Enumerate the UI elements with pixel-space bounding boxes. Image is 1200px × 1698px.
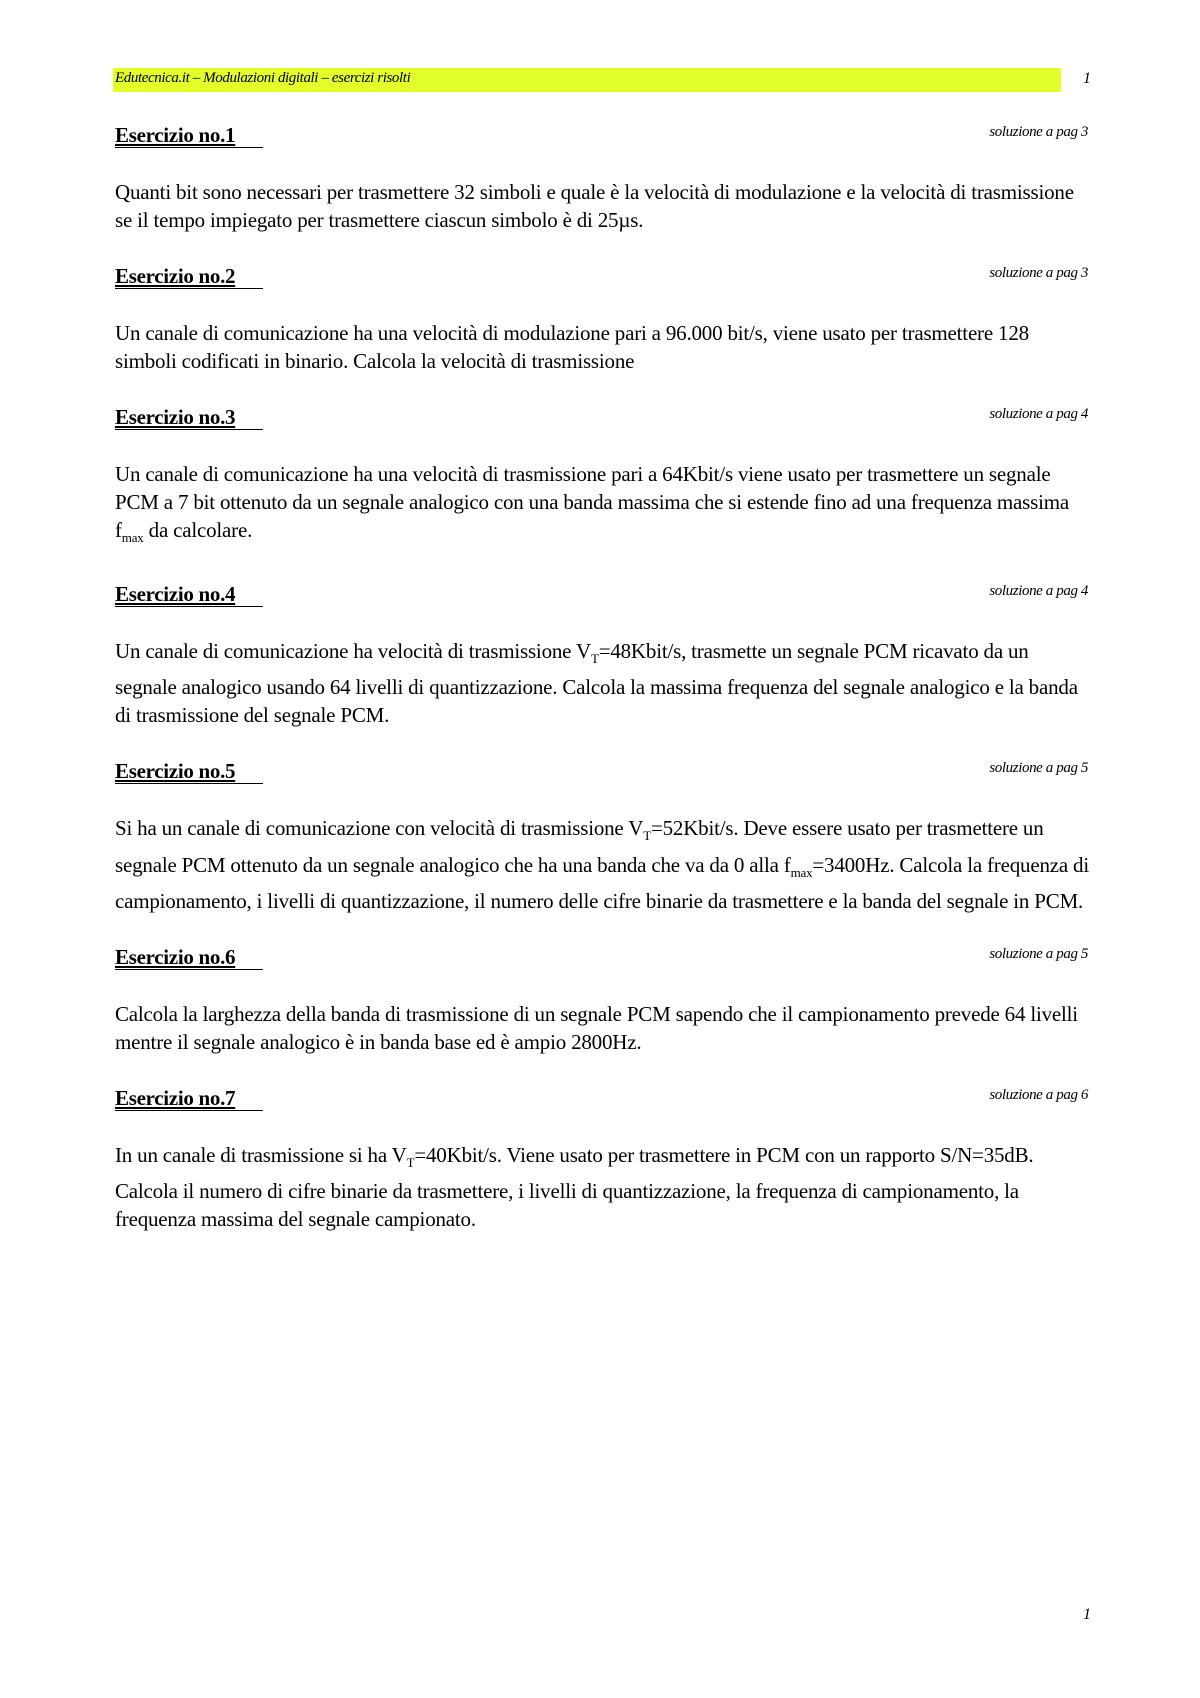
exercise-title: Esercizio no.2: [115, 264, 263, 289]
header-page-number: 1: [1083, 70, 1091, 87]
exercise-text: Un canale di comunicazione ha velocità di trasmissione $V_T=48Kbit/s$, trasmette un segnale PCM ricavato da un segnale analogico usando 64 livelli di quantizzazione. Calcola la massima frequenza del segnale analogico e la banda di trasmissione del segnale PCM.: [115, 639, 1078, 728]
solution-reference: soluzione a pag 3: [989, 124, 1088, 140]
exercise-1: [115, 123, 1090, 234]
exercise-5: [115, 759, 1090, 914]
solution-reference: soluzione a pag 4: [989, 583, 1088, 600]
solution-reference: soluzione a pag 4: [989, 406, 1088, 422]
exercise-3: [115, 405, 1090, 552]
exercise-title: Esercizio no.7: [115, 1086, 263, 1111]
exercise-title: Esercizio no.3: [115, 405, 263, 430]
exercise-4: [115, 582, 1090, 729]
solution-reference: soluzione a pag 3: [989, 265, 1088, 281]
exercise-2: [115, 264, 1090, 375]
exercise-text: Un canale di comunicazione ha una velocità di modulazione pari a 96.000 bit/s, viene usato per trasmettere 128 simboli codificati in binario. Calcola la velocità di trasmissione: [115, 321, 1029, 373]
exercise-title: Esercizio no.1: [115, 123, 263, 148]
footer-page-number: 1: [1083, 1606, 1091, 1623]
exercise-title: Esercizio no.4: [115, 582, 263, 607]
exercise-text: Un canale di comunicazione ha una velocità di trasmissione pari a 64Kbit/s viene usato per trasmettere un segnale PCM a 7 bit ottenuto da un segnale analogico con una banda massima che si estende fino ad una frequenza massima $f_{max}$ da calcolare.: [115, 462, 1070, 546]
exercise-list: [115, 123, 1090, 1233]
page-header: [113, 68, 1061, 92]
exercise-7: [115, 1086, 1090, 1233]
exercise-text: Calcola la larghezza della banda di trasmissione di un segnale PCM sapendo che il campionamento prevede 64 livelli mentre il segnale analogico è in banda base ed è ampio 2800Hz.: [115, 1001, 1078, 1054]
exercise-title: Esercizio no.5: [115, 759, 263, 784]
exercise-title: Esercizio no.6: [115, 945, 263, 970]
exercise-text: Quanti bit sono necessari per trasmettere 32 simboli e quale è la velocità di modulazione e la velocità di trasmissione se il tempo impiegato per trasmettere ciascun simbolo è di 25µs.: [115, 180, 1074, 232]
solution-reference: soluzione a pag 6: [989, 1086, 1088, 1103]
solution-reference: soluzione a pag 5: [989, 945, 1088, 962]
exercise-text: Si ha un canale di comunicazione con velocità di trasmissione $V_T=52Kbit/s$. Deve essere usato per trasmettere un segnale PCM ottenuto da un segnale analogico che ha una banda che va da 0 alla $f_{max}=3400Hz$. Calcola la frequenza di campionamento, i livelli di quantizzazione, il numero delle cifre binarie da trasmettere e la banda del segnale in PCM.: [115, 816, 1089, 913]
exercise-6: [115, 945, 1090, 1056]
header-title: Edutecnica.it – Modulazioni digitali – esercizi risolti: [115, 70, 411, 86]
solution-reference: soluzione a pag 5: [989, 760, 1088, 777]
exercise-text: In un canale di trasmissione si ha $V_T=40Kbit/s$. Viene usato per trasmettere in PCM con un rapporto S/N=35dB. Calcola il numero di cifre binarie da trasmettere, i livelli di quantizzazione, la frequenza di campionamento, la frequenza massima del segnale campionato.: [115, 1142, 1034, 1231]
